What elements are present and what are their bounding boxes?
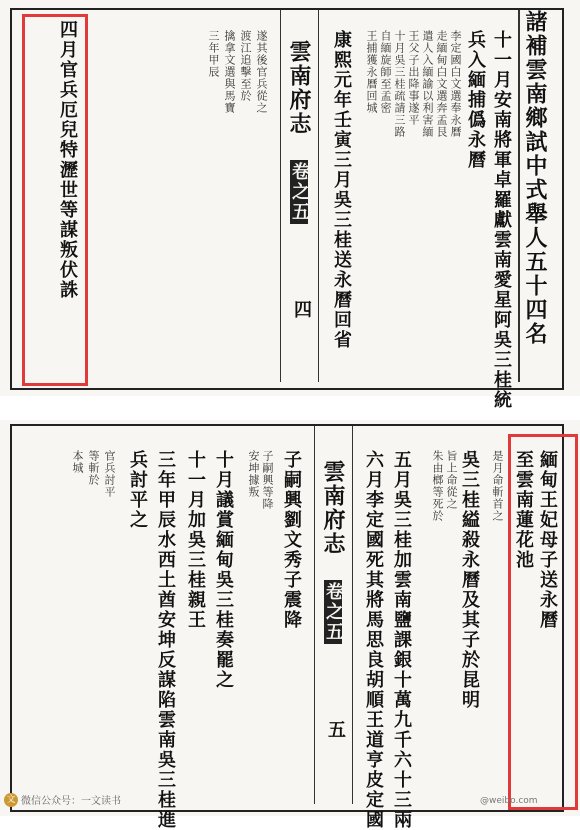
main-column-1: 十一月安南將軍卓羅獻雲南愛星阿吳三桂統 <box>491 30 512 410</box>
page-number-b: 五 <box>325 720 346 740</box>
column-rule <box>314 426 315 804</box>
small-column-2: 走緬甸白文選奔孟艮 <box>435 30 448 138</box>
small-column-3: 遣人入緬諭以利害緬 <box>421 30 434 138</box>
column-rule <box>352 426 353 804</box>
main-column-b1: 吳三桂縊殺永曆及其子於昆明 <box>459 450 480 710</box>
page-number: 四 <box>291 300 312 320</box>
bottom-page <box>0 420 580 830</box>
main-column-b6: 十一月加吳三桂親王 <box>185 450 206 630</box>
highlighted-main-column-2: 至雲南蓮花池 <box>513 450 534 570</box>
small-column-b1: 是月命斬首之 <box>491 450 504 522</box>
small-column-b2: 旨上命從之 <box>445 450 458 510</box>
small-column-11: 三年甲辰 <box>207 30 220 78</box>
main-column-b8: 兵討平之 <box>127 450 148 530</box>
small-column-9: 渡江追擊至於 <box>239 30 252 102</box>
small-column-10: 擒拿文選與馬寶 <box>223 30 236 114</box>
small-column-7: 王捕獲永曆回城 <box>365 30 378 114</box>
main-column-2: 兵入緬捕僞永曆 <box>465 30 486 170</box>
small-column-8: 遂其後官兵從之 <box>255 30 268 114</box>
yunnan-fuzhi-label: 雲南府志 <box>286 40 312 136</box>
small-column-b3: 朱由榔等死於 <box>431 450 444 522</box>
small-column-b6: 官兵討平 <box>103 450 116 498</box>
page-header: 諸補雲南鄉試中式舉人五十四名 <box>522 10 548 346</box>
small-column-5: 十月吳三桂疏請三路 <box>393 30 406 138</box>
column-rule <box>280 10 281 382</box>
main-column-b5: 十月議賞緬甸吳三桂奏罷之 <box>213 450 234 690</box>
small-column-b8: 本城 <box>71 450 84 474</box>
small-column-1: 李定國白文選奉永曆 <box>449 30 462 138</box>
kangxi-line: 康熙元年壬寅三月吳三桂送永曆回省 <box>331 30 352 350</box>
small-column-b7: 等斬於 <box>87 450 100 486</box>
main-column-b7: 三年甲辰水西土酋安坤反謀陷雲南吳三桂進 <box>155 450 176 830</box>
juan-label-b: 卷之五 <box>323 582 344 642</box>
small-column-b4: 子嗣興等降 <box>261 450 274 510</box>
column-rule <box>318 10 319 382</box>
small-column-b5: 安坤據叛 <box>247 450 260 498</box>
highlighted-main-column-1: 緬甸王妃母子送永曆 <box>537 450 558 630</box>
main-column-b3: 六月李定國死其將馬思良胡順王道亨皮定國 <box>363 450 384 830</box>
watermark-text: 微信公众号：一文读书 <box>21 796 121 807</box>
highlighted-main-column: 四月官兵厄兒特瀝世等謀叛伏誅 <box>57 20 78 300</box>
red-highlight-box <box>22 14 88 386</box>
main-column-b4: 子嗣興劉文秀子震降 <box>281 450 302 630</box>
weibo-logo-icon: 文 <box>4 793 18 807</box>
watermark-site: @weibo.com <box>480 796 538 806</box>
small-column-6: 自緬旋師至孟密 <box>379 30 392 114</box>
column-rule <box>518 10 520 382</box>
small-column-4: 王父子出降事遂平 <box>407 30 420 126</box>
watermark <box>4 792 121 807</box>
main-column-b2: 五月吳三桂加雲南鹽課銀十萬九千六十三兩 <box>391 450 412 830</box>
yunnan-fuzhi-label-b: 雲南府志 <box>320 460 346 556</box>
juan-label: 卷之五 <box>289 162 310 222</box>
top-page <box>0 0 580 410</box>
